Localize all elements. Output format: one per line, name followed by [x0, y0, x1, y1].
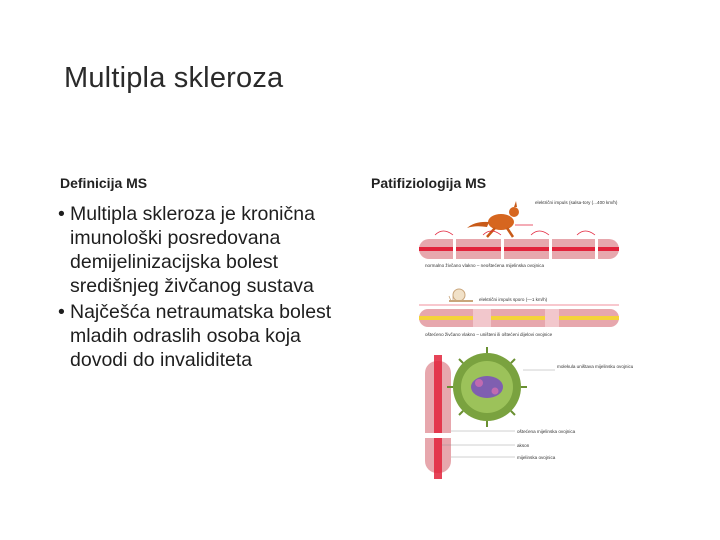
label-myelin: mijelinska ovojnica — [517, 455, 556, 460]
definition-bullet-list — [58, 202, 358, 374]
vertical-nerve-fiber — [425, 355, 451, 479]
immune-cell-icon — [447, 347, 527, 427]
bullet-text: Multipla skleroza je kronična imunološki posredovana demijelinizacijska bolest središnjeg živčanog sustava — [70, 203, 315, 297]
bullet-item — [58, 300, 358, 372]
bullet-icon: • — [58, 301, 65, 323]
label-damaged-myelin: oštećena mijelinska ovojnica — [517, 429, 576, 434]
label-normal-nerve: normalno živčano vlakno – neoštećena mijelinska ovojnica — [425, 263, 544, 268]
slide-title: Multipla skleroza — [64, 62, 284, 94]
label-impulse-slow: električni impuls sporo (—1 km/h) — [479, 297, 548, 302]
bullet-icon: • — [58, 203, 65, 225]
label-damaged-nerve: oštećeno živčano vlakno – uništeni ili oštećeni dijelovi ovojnice — [425, 332, 553, 337]
label-impulse-fast: električni impuls (salsa-tory (...400 km/h) — [535, 200, 618, 205]
bullet-item — [58, 202, 358, 298]
label-immune-cell: molekula uništava mijelinsku ovojnicu — [557, 364, 634, 369]
label-axon: akson — [517, 443, 530, 448]
bullet-text: Najčešća netraumatska bolest mladih odraslih osoba koja dovodi do invaliditeta — [70, 301, 332, 371]
definition-heading: Definicija MS — [60, 175, 148, 191]
damaged-nerve-fiber — [419, 309, 619, 327]
nerve-fiber-illustration — [415, 195, 634, 487]
pathophysiology-figure — [415, 195, 634, 487]
pathophysiology-heading: Patifiziologija MS — [371, 175, 487, 191]
